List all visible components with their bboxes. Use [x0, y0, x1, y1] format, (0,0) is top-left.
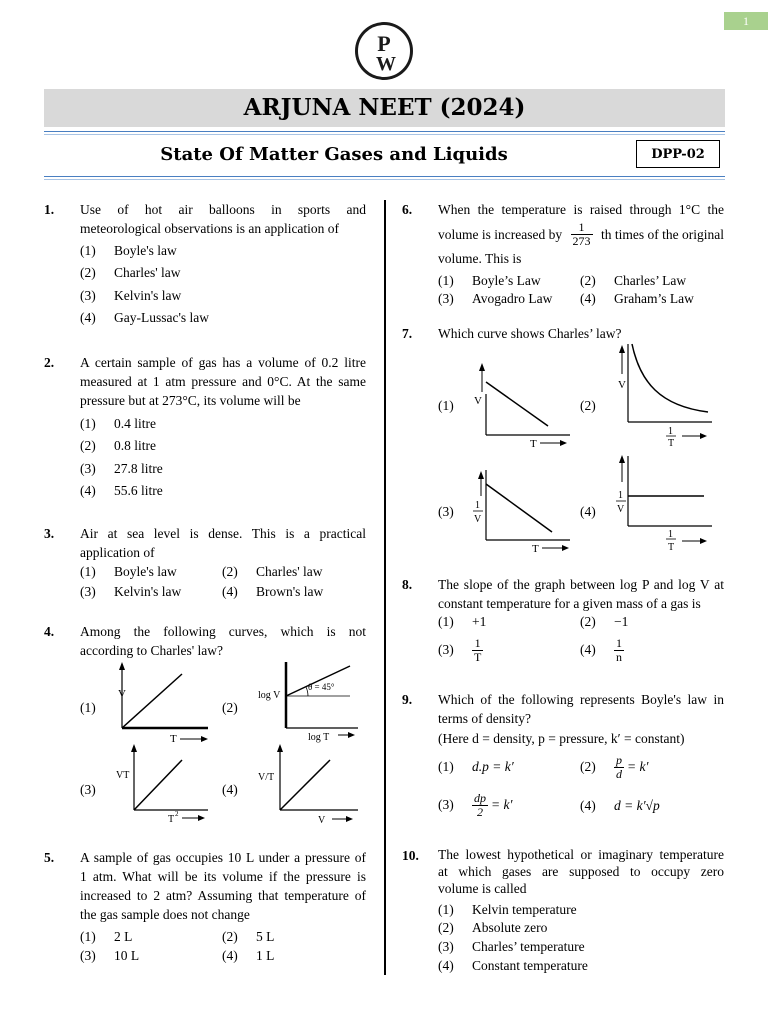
graph-q4-2: [258, 660, 368, 748]
question-text: 1 atm. What will be its volume if the pressure is: [80, 869, 366, 884]
option[interactable]: (1) 2 L: [80, 929, 133, 944]
option[interactable]: (1) Boyle’s Law: [438, 273, 541, 288]
question-number: 1.: [44, 202, 55, 217]
question-text: Air at sea level is dense. This is a practical: [80, 526, 366, 541]
option[interactable]: (1): [80, 700, 96, 715]
option[interactable]: (1) Kelvin temperature: [438, 902, 577, 917]
logo-letter-w: W: [376, 53, 396, 75]
graph-q4-4: [258, 742, 368, 830]
option[interactable]: (3) Kelvin's law: [80, 288, 182, 303]
graph-q4-1: [108, 660, 218, 748]
option[interactable]: (4): [222, 782, 238, 797]
question-text: terms of density?: [438, 711, 531, 726]
fraction-1-n: $\frac{1}{n}$: [616, 636, 622, 665]
graph-q7-4: [612, 452, 717, 556]
question-text: Among the following curves, which is not: [80, 624, 366, 639]
question-text: A sample of gas occupies 10 L under a pressure of: [80, 850, 366, 865]
question-number: 9.: [402, 692, 413, 707]
option[interactable]: (4): [580, 504, 596, 519]
question-text: the gas sample does not change: [80, 907, 250, 922]
page-number: 1: [724, 12, 768, 30]
option[interactable]: (4) $\frac{1}{n}$: [580, 636, 622, 665]
axis-label: V/T: [258, 772, 275, 783]
axis-label: V: [617, 504, 625, 515]
axis-label: T: [668, 438, 675, 449]
axis-label: T: [168, 814, 175, 825]
option[interactable]: (4) Constant temperature: [438, 958, 588, 973]
option[interactable]: (1) Boyle's law: [80, 564, 177, 579]
option[interactable]: (3) Charles’ temperature: [438, 939, 585, 954]
axis-label: T: [170, 733, 177, 745]
page-title: ARJUNA NEET (2024): [44, 89, 725, 127]
fraction-1-273: $\frac{1}{273}$: [572, 219, 591, 248]
axis-label: V: [318, 815, 326, 826]
page-subtitle: State Of Matter Gases and Liquids: [160, 144, 508, 165]
question-text: volume is called: [438, 881, 527, 896]
question-text: th times of the original: [601, 226, 724, 242]
subtitle-rule: [44, 176, 725, 177]
option[interactable]: (2) Charles' law: [80, 265, 181, 280]
question-number: 2.: [44, 355, 55, 370]
title-rule: [44, 134, 725, 135]
axis-label: V: [618, 379, 626, 391]
axis-label: log T: [308, 732, 330, 743]
dpp-badge: DPP-02: [636, 140, 720, 168]
question-number: 8.: [402, 577, 413, 592]
question-text: according to Charles' law?: [80, 643, 224, 658]
option[interactable]: (3): [80, 782, 96, 797]
option[interactable]: (4) 1 L: [222, 948, 275, 963]
option[interactable]: (3) Avogadro Law: [438, 291, 553, 306]
option[interactable]: (1) Boyle's law: [80, 243, 177, 258]
axis-label: 1: [668, 426, 673, 437]
option[interactable]: (4) Graham’s Law: [580, 291, 694, 306]
question-number: 3.: [44, 526, 55, 541]
angle-label: θ = 45°: [308, 682, 335, 692]
question-number: 6.: [402, 202, 413, 217]
option[interactable]: (2): [580, 398, 596, 413]
axis-label-superscript: 2: [175, 810, 179, 818]
question-text: The lowest hypothetical or imaginary temperature: [438, 847, 724, 862]
graph-q7-1: [470, 360, 575, 450]
option[interactable]: (1) 0.4 litre: [80, 416, 156, 431]
option[interactable]: (3) 27.8 litre: [80, 461, 163, 476]
option[interactable]: (4) Gay-Lussac's law: [80, 310, 210, 325]
question-text: increased to 2 atm? Assuming that temperature of: [80, 888, 366, 903]
subtitle-rule: [44, 179, 725, 180]
question-text: meteorological observations is an application of: [80, 221, 340, 236]
option[interactable]: (2) 0.8 litre: [80, 438, 156, 453]
option[interactable]: (2) Absolute zero: [438, 920, 548, 935]
axis-label: T: [530, 438, 537, 450]
column-divider: [384, 200, 386, 975]
option[interactable]: (1) d.p = k′: [438, 759, 514, 774]
graph-q7-2: [612, 342, 717, 450]
question-text: at which gases are supposed to occupy zero: [438, 864, 724, 879]
axis-label: V: [118, 688, 126, 700]
pw-logo-mark: [360, 27, 408, 75]
axis-label: 1: [618, 490, 623, 501]
question-text: constant temperature for a given mass of a gas is: [438, 596, 701, 611]
fraction-p-d: $\frac{p}{d}$: [616, 753, 622, 782]
axis-label: V: [474, 514, 482, 525]
option[interactable]: (3) $\frac{dp}{2}$ = k′: [438, 791, 513, 820]
question-number: 4.: [44, 624, 55, 639]
option[interactable]: (2): [222, 700, 238, 715]
question-text: pressure but at 273°C, its volume will be: [80, 393, 301, 408]
question-number: 5.: [44, 850, 55, 865]
option[interactable]: (1): [438, 398, 454, 413]
question-6: [402, 200, 724, 266]
question-text: measured at 1 atm pressure and 0°C. At the same: [80, 374, 366, 389]
axis-label: 1: [668, 529, 673, 540]
option[interactable]: (4) Brown's law: [222, 584, 324, 599]
graph-q7-3: [470, 466, 575, 556]
question-text: Use of hot air balloons in sports and: [80, 202, 366, 217]
option[interactable]: (1) +1: [438, 614, 487, 629]
question-text: application of: [80, 545, 155, 560]
axis-label: T: [668, 542, 675, 553]
logo-letter-p: P: [377, 31, 391, 56]
question-text: A certain sample of gas has a volume of 0.2 litre: [80, 355, 366, 370]
option[interactable]: (2) −1: [580, 614, 629, 629]
graph-q4-3: [108, 742, 218, 830]
question-note: (Here d = density, p = pressure, k′ = constant): [438, 731, 685, 746]
option[interactable]: (3) $\frac{1}{T}$: [438, 636, 482, 665]
option[interactable]: (3) 10 L: [80, 948, 140, 963]
option[interactable]: (2) 5 L: [222, 929, 275, 944]
question-text: Which of the following represents Boyle's law in: [438, 692, 724, 707]
question-text: volume is increased by: [438, 226, 563, 242]
pw-logo: [355, 22, 413, 80]
fraction-1-t: $\frac{1}{T}$: [474, 636, 482, 665]
fraction-dp-2: $\frac{dp}{2}$: [474, 791, 486, 820]
axis-label: V: [474, 395, 482, 407]
option[interactable]: (3) Kelvin's law: [80, 584, 182, 599]
option[interactable]: (4) 55.6 litre: [80, 483, 163, 498]
option[interactable]: (2) Charles’ Law: [580, 273, 687, 288]
option[interactable]: (4) d = k′√p: [580, 798, 660, 813]
axis-label: 1: [475, 500, 480, 511]
question-text: volume. This is: [438, 251, 522, 266]
axis-label: log V: [258, 690, 281, 701]
option[interactable]: (3): [438, 504, 454, 519]
option[interactable]: (2) Charles' law: [222, 564, 323, 579]
question-number: 10.: [402, 848, 419, 863]
title-rule: [44, 131, 725, 132]
question-text: When the temperature is raised through 1°C the: [438, 202, 724, 217]
question-number: 7.: [402, 326, 413, 341]
option[interactable]: (2) $\frac{p}{d}$ = k′: [580, 753, 649, 782]
axis-label: T: [532, 543, 539, 555]
question-text: Which curve shows Charles’ law?: [438, 326, 622, 341]
question-text: The slope of the graph between log P and log V at: [438, 577, 724, 592]
axis-label: VT: [116, 770, 130, 781]
